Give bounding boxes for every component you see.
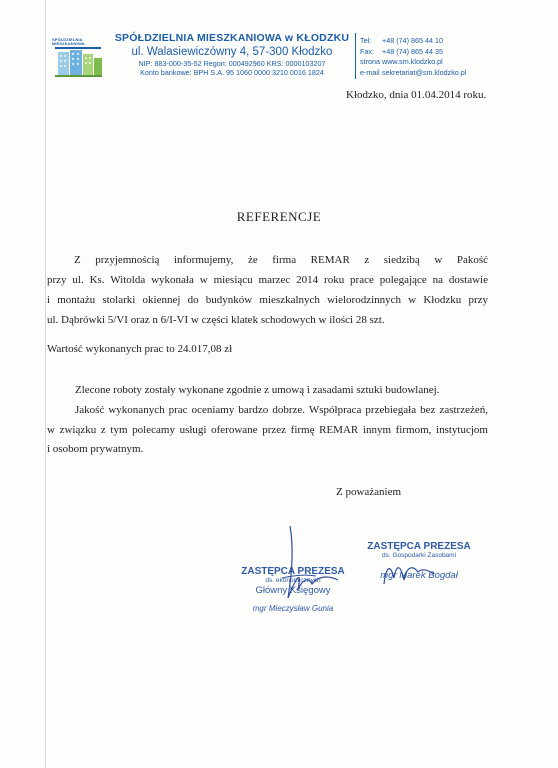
contact-label: Fax: — [360, 46, 374, 56]
logo-text: SPÓŁDZIELNIA MIESZKANIOWA — [52, 37, 85, 46]
stamp-subtitle: ds. ekonomicznych — [265, 577, 321, 584]
contact-label: strona — [360, 57, 380, 66]
stamp-subtitle: ds. Gospodarki Zasobami — [381, 552, 457, 559]
contact-label: Tel: — [360, 36, 372, 45]
stamp-title: ZASTĘPCA PREZESA — [241, 566, 345, 577]
contract-value: Wartość wykonanych prac to 24.017,08 zł — [47, 343, 233, 355]
stamp-name: mgr Marek Bogdał — [380, 570, 458, 581]
paragraph-intro — [47, 250, 488, 330]
letter-title: REFERENCJE — [236, 209, 322, 224]
contact-phone — [360, 36, 466, 47]
signature-right — [372, 548, 442, 598]
organization-bank-account: Konto bankowe: BPH S.A. 95 1060 0000 3210 0016 1824 — [140, 68, 324, 77]
contact-value: sekretariat@sm.klodzko.pl — [382, 67, 467, 77]
organization-address: ul. Walasiewiczówny 4, 57-300 Kłodzko — [131, 46, 333, 58]
signature-left — [268, 518, 348, 613]
page-edge-shadow — [45, 0, 46, 768]
cooperative-logo — [52, 38, 104, 78]
stamp-role: Główny Księgowy — [255, 585, 331, 596]
paragraph-line: Z przyjemnością informujemy, że firma REMAR z siedzibą w Pakość — [74, 254, 488, 266]
contact-value: +48 (74) 865 44 35 — [382, 46, 443, 56]
paragraph-line: i montażu stolarki okiennej do budynków mieszkalnych wielorodzinnych w Kłodzku przy — [47, 294, 488, 306]
organization-block — [108, 32, 356, 77]
contact-fax — [360, 47, 466, 58]
contact-value: +48 (74) 865 44 10 — [382, 36, 443, 45]
contact-label: e-mail — [360, 67, 380, 77]
contact-value: www.sm.klodzko.pl — [382, 57, 443, 66]
stamp-title: ZASTĘPCA PREZESA — [367, 541, 471, 552]
header-divider — [355, 33, 356, 79]
buildings-icon — [52, 38, 104, 78]
organization-name: SPÓŁDZIELNIA MIESZKANIOWA w KŁODZKU — [114, 32, 350, 44]
closing-salutation: Z poważaniem — [336, 486, 402, 498]
paragraph-line: Jakość wykonanych prac oceniamy bardzo dobrze. Współpraca przebiegała bez zastrzeżeń, — [75, 404, 488, 416]
contact-email — [360, 68, 466, 79]
contact-block — [360, 36, 466, 78]
paragraph-compliance: Zlecone roboty zostały wykonane zgodnie z umową i zasadami sztuki budowlanej. — [75, 384, 440, 396]
paragraph-line: ul. Dąbrówki 5/VI oraz n 6/I-VI w części klatek schodowych w ilości 28 szt. — [47, 314, 385, 326]
paragraph-line: przy ul. Ks. Witolda wykonała w miesiącu marzec 2014 roku prace polegające na dostawie — [47, 274, 488, 286]
stamp-name: mgr Mieczysław Gunia — [252, 604, 334, 613]
letter-date: Kłodzko, dnia 01.04.2014 roku. — [346, 89, 487, 101]
contact-website — [360, 57, 466, 68]
paragraph-line: w związku z tym polecamy usługi oferowane przez firmę REMAR innym firmom, instytucjom — [47, 423, 488, 436]
paragraph-recommendation — [47, 401, 488, 460]
organization-ids: NIP: 883-000-35-52 Regon: 000492960 KRS: 0000103207 — [138, 59, 326, 68]
paragraph-line: i osobom prywatnym. — [47, 443, 144, 455]
